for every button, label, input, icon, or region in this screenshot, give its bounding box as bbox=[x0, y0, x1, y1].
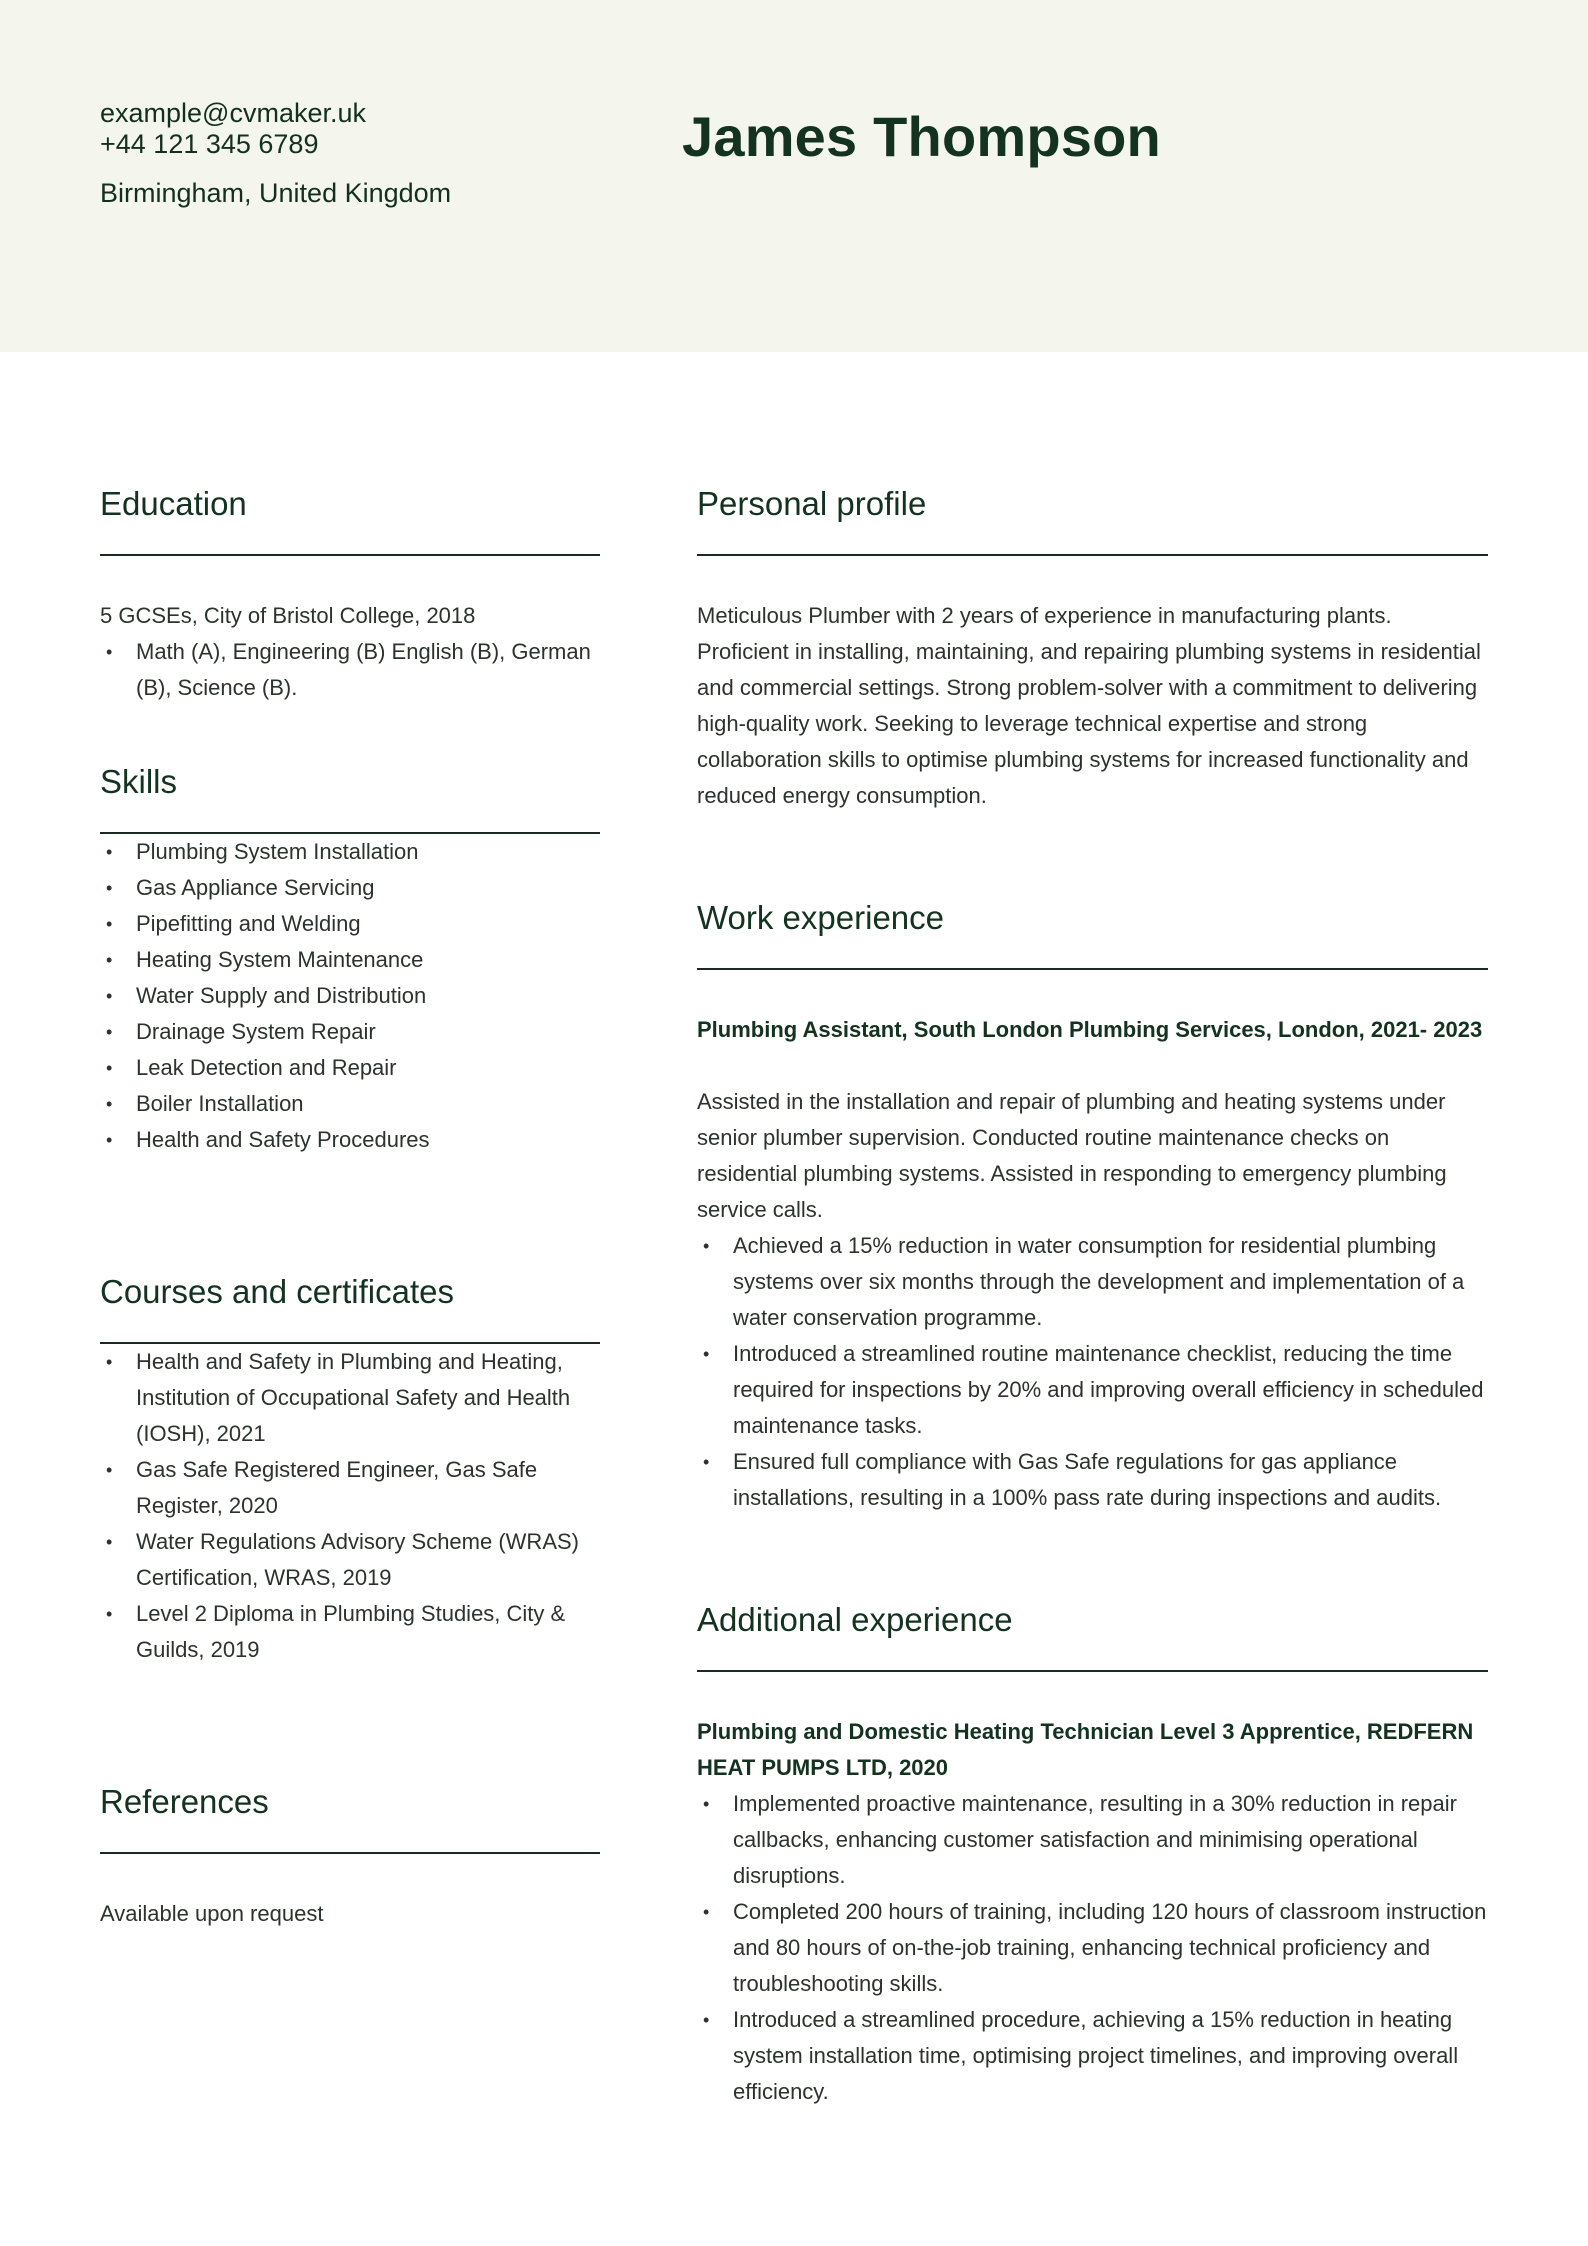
candidate-name: James Thompson bbox=[682, 105, 1161, 168]
additional-section bbox=[697, 1596, 1488, 2110]
references-text: Available upon request bbox=[100, 1901, 324, 1926]
contact-location: Birmingham, United Kingdom bbox=[100, 178, 452, 208]
education-section bbox=[100, 480, 600, 706]
job-title: Plumbing Assistant, South London Plumbing Services, London, 2021- 2023 bbox=[697, 1017, 1483, 1042]
contact-block bbox=[100, 98, 451, 209]
list-item: • Heating System Maintenance bbox=[100, 942, 600, 978]
list-item: • Boiler Installation bbox=[100, 1086, 600, 1122]
job-title: Plumbing and Domestic Heating Technician Level 3 Apprentice, REDFERN HEAT PUMPS LTD, 2020 bbox=[697, 1719, 1474, 1780]
skills-heading: Skills bbox=[100, 763, 178, 800]
section-divider bbox=[100, 1852, 600, 1854]
list-item: • Health and Safety in Plumbing and Heating, Institution of Occupational Safety and Health (IOSH), 2021 bbox=[100, 1344, 600, 1452]
contact-phone: +44 121 345 6789 bbox=[100, 129, 319, 159]
references-section bbox=[100, 1778, 600, 1932]
list-item: • Achieved a 15% reduction in water consumption for residential plumbing systems over six months through the development and implementation of a water conservation programme. bbox=[697, 1228, 1488, 1336]
section-divider bbox=[100, 554, 600, 556]
courses-section bbox=[100, 1268, 600, 1668]
list-item: • Leak Detection and Repair bbox=[100, 1050, 600, 1086]
references-heading: References bbox=[100, 1783, 269, 1820]
courses-heading: Courses and certificates bbox=[100, 1273, 454, 1310]
education-heading: Education bbox=[100, 485, 247, 522]
list-item: • Completed 200 hours of training, including 120 hours of classroom instruction and 80 hours of on-the-job training, enhancing technical proficiency and troubleshooting skills. bbox=[697, 1894, 1488, 2002]
right-column bbox=[697, 480, 1488, 2110]
job-achievements bbox=[697, 1228, 1488, 1516]
list-item: • Math (A), Engineering (B) English (B), German (B), Science (B). bbox=[100, 634, 600, 706]
profile-text: Meticulous Plumber with 2 years of experience in manufacturing plants. Proficient in installing, maintaining, and repairing plumbing systems in residential and commercial settings. Strong problem-solver with a commitment to delivering high-quality work. Seeking to leverage technical expertise and strong collaboration skills to optimise plumbing systems for increased functionality and reduced energy consumption. bbox=[697, 603, 1481, 808]
courses-list bbox=[100, 1344, 600, 1668]
work-heading: Work experience bbox=[697, 899, 945, 936]
additional-heading: Additional experience bbox=[697, 1601, 1013, 1638]
list-item: • Pipefitting and Welding bbox=[100, 906, 600, 942]
section-divider bbox=[697, 968, 1488, 970]
contact-email: example@cvmaker.uk bbox=[100, 98, 367, 128]
education-entry: 5 GCSEs, City of Bristol College, 2018 bbox=[100, 603, 476, 628]
section-divider bbox=[697, 554, 1488, 556]
list-item: • Drainage System Repair bbox=[100, 1014, 600, 1050]
left-column bbox=[100, 480, 600, 1932]
education-bullets bbox=[100, 634, 600, 706]
list-item: • Gas Safe Registered Engineer, Gas Safe Register, 2020 bbox=[100, 1452, 600, 1524]
list-item: • Plumbing System Installation bbox=[100, 834, 600, 870]
list-item: • Health and Safety Procedures bbox=[100, 1122, 600, 1158]
list-item: • Introduced a streamlined procedure, achieving a 15% reduction in heating system installation time, optimising project timelines, and improving overall efficiency. bbox=[697, 2002, 1488, 2110]
list-item: • Water Regulations Advisory Scheme (WRAS) Certification, WRAS, 2019 bbox=[100, 1524, 600, 1596]
profile-section bbox=[697, 480, 1488, 814]
list-item: • Water Supply and Distribution bbox=[100, 978, 600, 1014]
job-description: Assisted in the installation and repair of plumbing and heating systems under senior plumber supervision. Conducted routine maintenance checks on residential plumbing systems. Assisted in responding to emergency plumbing service calls. bbox=[697, 1089, 1447, 1222]
skills-section bbox=[100, 758, 600, 1158]
section-divider bbox=[697, 1670, 1488, 1672]
header-band bbox=[0, 0, 1588, 352]
list-item: • Ensured full compliance with Gas Safe regulations for gas appliance installations, resulting in a 100% pass rate during inspections and audits. bbox=[697, 1444, 1488, 1516]
profile-heading: Personal profile bbox=[697, 485, 927, 522]
job-achievements bbox=[697, 1786, 1488, 2110]
skills-list bbox=[100, 834, 600, 1158]
work-section bbox=[697, 894, 1488, 1516]
list-item: • Introduced a streamlined routine maintenance checklist, reducing the time required for inspections by 20% and improving overall efficiency in scheduled maintenance tasks. bbox=[697, 1336, 1488, 1444]
list-item: • Implemented proactive maintenance, resulting in a 30% reduction in repair callbacks, enhancing customer satisfaction and minimising operational disruptions. bbox=[697, 1786, 1488, 1894]
list-item: • Gas Appliance Servicing bbox=[100, 870, 600, 906]
list-item: • Level 2 Diploma in Plumbing Studies, City & Guilds, 2019 bbox=[100, 1596, 600, 1668]
